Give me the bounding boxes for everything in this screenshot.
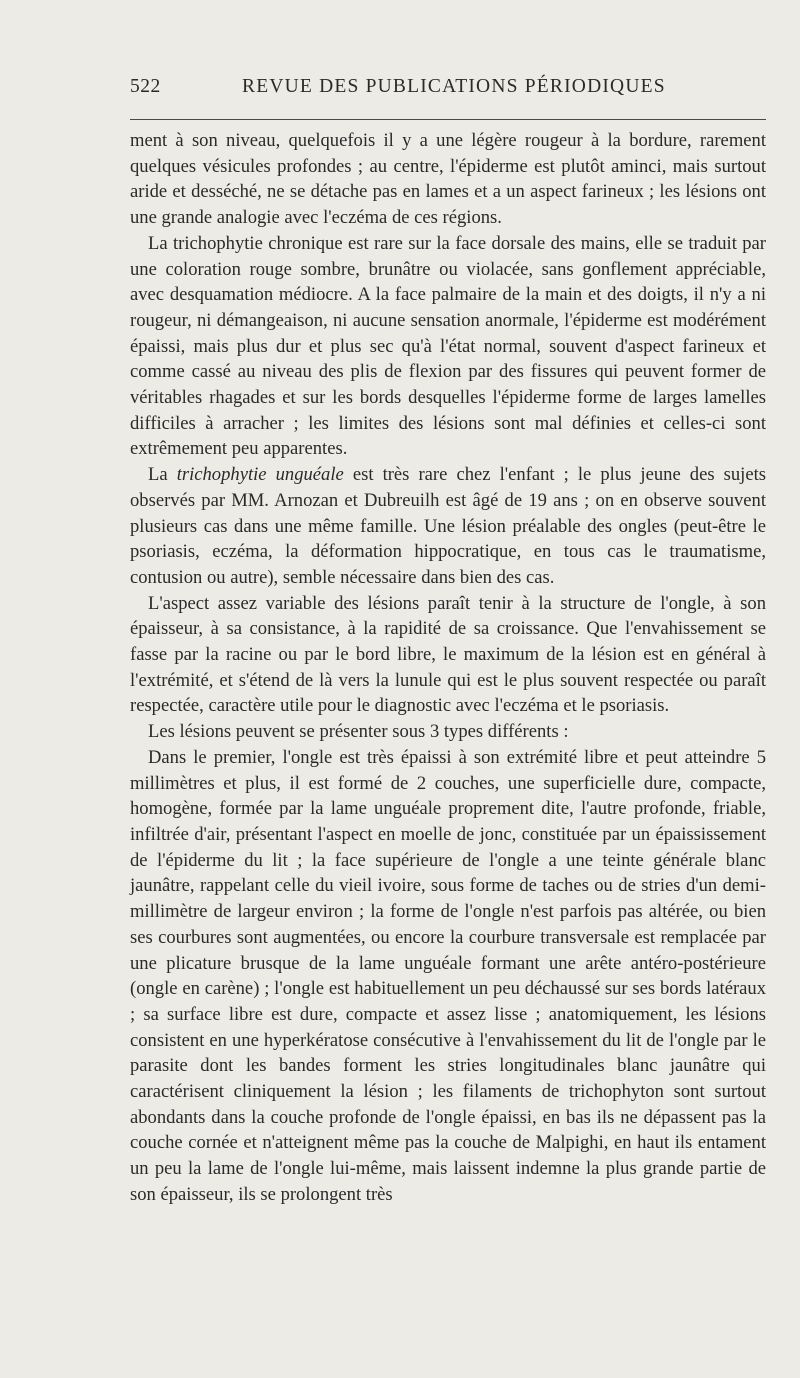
header-rule — [130, 119, 766, 120]
paragraph: Dans le premier, l'ongle est très épaissi à son extrémité libre et peut atteindre 5 millimètres et plus, il est formé de 2 couches, une superficielle dure, compacte, homogène, formée par la lame unguéale proprement dite, l'autre profonde, friable, infiltrée d'air, présentant l'aspect en moelle de jonc, constituée par un épaississement de l'épiderme du lit ; la face supérieure de l'ongle a une teinte générale blanc jaunâtre, rappelant celle du vieil ivoire, sous forme de taches ou de stries d'un demi-millimètre de largeur environ ; la forme de l'ongle n'est parfois pas altérée, ou bien ses courbures sont augmentées, ou encore la courbure transversale est remplacée par une plicature brusque de la lame unguéale formant une arête antéro-postérieure (ongle en carène) ; l'ongle est habituellement un peu déchaussé sur ses bords latéraux ; sa surface libre est dure, compacte et assez lisse ; anatomiquement, les lésions consistent en une hyperkératose consécutive à l'envahissement du lit de l'ongle par le parasite dont les bandes forment les stries longitudinales blanc jaunâtre qui caractérisent cliniquement la lésion ; les filaments de trichophyton sont surtout abondants dans la couche profonde de l'ongle épaissi, en bas ils ne dépassent pas la couche cornée et n'atteignent même pas la couche de Malpighi, en haut ils entament un peu la lame de l'ongle lui-même, mais laissent indemne la plus grande partie de son épaisseur, ils se prolongent très — [130, 746, 766, 1205]
paragraph: La trichophytie chronique est rare sur la face dorsale des mains, elle se traduit par une coloration rouge sombre, brunâtre ou violacée, sans gonflement appréciable, avec desquamation médiocre. A la face palmaire de la main et des doigts, il n'y a ni rougeur, ni démangeaison, ni aucune sensation anormale, l'épiderme est modérément épaissi, mais plus dur et plus sec qu'à l'état normal, souvent d'aspect farineux et comme cassé au niveau des plis de flexion par des fissures qui peuvent former de véritables rhagades et sur les bords desquelles l'épiderme forme de larges lamelles difficiles à arracher ; les limites des lésions sont mal définies et celles-ci sont extrêmement peu apparentes. — [130, 232, 766, 460]
page-number: 522 — [130, 76, 161, 97]
paragraph: Les lésions peuvent se présenter sous 3 types différents : — [148, 721, 569, 743]
article-body — [130, 128, 766, 1208]
paragraph: La trichophytie unguéale est très rare chez l'enfant ; le plus jeune des sujets observés par MM. Arnozan et Dubreuilh est âgé de 19 ans ; on en observe souvent plusieurs cas dans une même famille. Une lésion préalable des ongles (peut-être le psoriasis, eczéma, la déformation hippocratique, en tous cas le traumatisme, contusion ou autre), semble nécessaire dans bien des cas. — [130, 464, 766, 588]
paragraph: ment à son niveau, quelquefois il y a une légère rougeur à la bordure, rarement quelques vésicules profondes ; au centre, l'épiderme est plutôt aminci, mais surtout aride et desséché, ne se détache pas en lames et a un aspect farineux ; les lésions ont une grande analogie avec l'eczéma de ces régions. — [130, 130, 766, 229]
italic-term: trichophytie unguéale — [176, 464, 344, 486]
paragraph: L'aspect assez variable des lésions paraît tenir à la structure de l'ongle, à son épaisseur, à sa consistance, à la rapidité de sa croissance. Que l'envahissement se fasse par la racine ou par le bord libre, le maximum de la lésion est en général à l'extrémité, et s'étend de là vers la lunule qui est le plus souvent respectée ou paraît respectée, caractère utile pour le diagnostic avec l'eczéma et le psoriasis. — [130, 592, 766, 717]
page-header — [130, 76, 766, 106]
running-title: REVUE DES PUBLICATIONS PÉRIODIQUES — [242, 76, 666, 97]
